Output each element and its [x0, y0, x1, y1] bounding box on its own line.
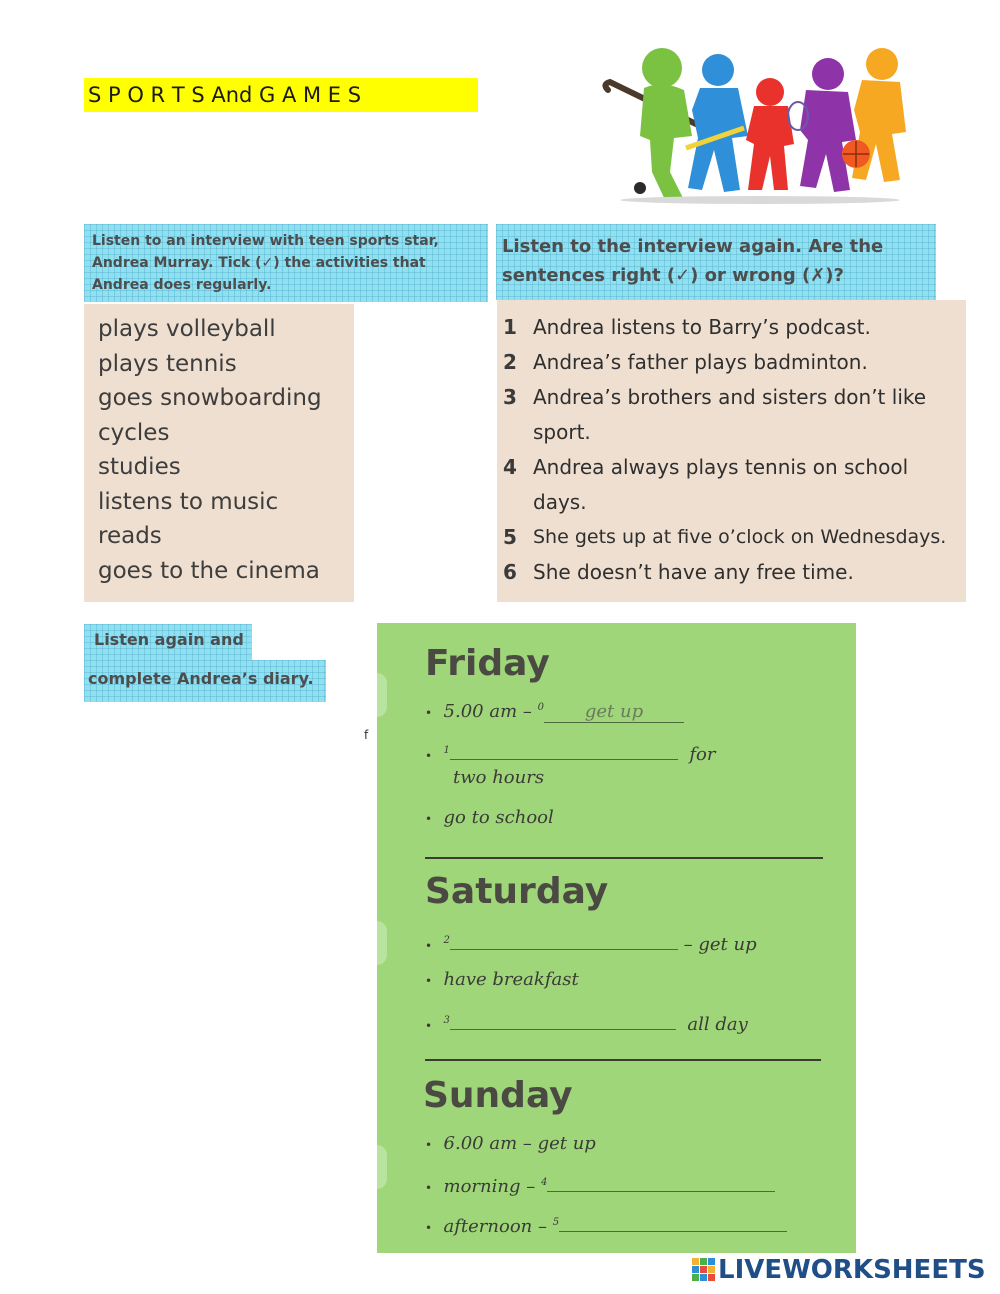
sentence-item[interactable] — [503, 380, 960, 450]
sentence-item[interactable] — [503, 520, 960, 555]
diary-text: morning – — [443, 1176, 536, 1197]
answer-input-1[interactable] — [450, 739, 678, 760]
page-title: S P O R T S And G A M E S — [84, 78, 478, 112]
exercise3-instruction-line2: complete Andrea’s diary. — [84, 660, 326, 702]
bullet-icon: • — [425, 974, 433, 988]
diary-row — [425, 969, 579, 990]
diary-row — [425, 701, 684, 723]
gap-number: 1 — [443, 745, 450, 756]
gap-number: 4 — [540, 1177, 548, 1188]
diary-text: two hours — [453, 767, 545, 788]
binder-hole — [377, 673, 387, 717]
gap-number: 0 — [537, 702, 544, 713]
stray-mark: f — [364, 728, 369, 742]
liveworksheets-logo[interactable] — [692, 1256, 986, 1284]
gap-number: 2 — [443, 935, 450, 946]
bullet-icon: • — [425, 1221, 433, 1235]
sentence-text: She doesn’t have any free time. — [533, 560, 854, 584]
exercise3-instruction-line1: Listen again and — [84, 624, 252, 660]
binder-hole — [377, 921, 387, 965]
diary-row — [425, 807, 554, 828]
sentence-number: 3 — [503, 385, 517, 409]
activities-list — [84, 304, 354, 588]
diary-row — [425, 929, 757, 955]
exercise2-instruction: Listen to the interview again. Are the sentences right (✓) or wrong (✗)? — [496, 224, 936, 300]
day-heading-saturday: Saturday — [425, 871, 609, 912]
divider — [425, 857, 823, 859]
diary-text: have breakfast — [443, 969, 579, 990]
sentence-item[interactable] — [503, 555, 960, 590]
bullet-icon: • — [425, 1138, 433, 1152]
sentence-number: 6 — [503, 560, 517, 584]
diary-row — [425, 1211, 787, 1237]
bullet-icon: • — [425, 706, 433, 720]
answer-input-4[interactable] — [547, 1171, 775, 1192]
sentence-text: Andrea always plays tennis on school days. — [533, 455, 909, 514]
day-heading-friday: Friday — [425, 643, 550, 684]
bullet-icon: • — [425, 1019, 433, 1033]
sentence-number: 1 — [503, 315, 517, 339]
sentence-number: 4 — [503, 455, 517, 479]
answer-input-5[interactable] — [559, 1211, 787, 1232]
liveworksheets-icon — [692, 1258, 716, 1282]
sentence-text: She gets up at five o’clock on Wednesdays. — [533, 526, 947, 548]
sentence-text: Andrea’s father plays badminton. — [533, 350, 868, 374]
diary-text: afternoon – — [443, 1216, 547, 1237]
bullet-icon: • — [425, 1181, 433, 1195]
gap-number: 3 — [443, 1015, 450, 1026]
activity-item[interactable]: goes to the cinema — [98, 557, 320, 584]
sentence-item[interactable] — [503, 310, 960, 345]
sentence-text: Andrea listens to Barry’s podcast. — [533, 315, 871, 339]
bullet-icon: • — [425, 749, 433, 763]
diary-row — [425, 1171, 775, 1197]
diary-text: for — [689, 744, 716, 765]
diary-text: 5.00 am – — [443, 701, 532, 722]
brand-name: LIVEWORKSHEETS — [718, 1255, 986, 1285]
diary-text: all day — [687, 1014, 748, 1035]
gap-number: 5 — [552, 1217, 560, 1228]
activity-item[interactable]: reads — [98, 523, 162, 549]
diary-text: – get up — [683, 934, 757, 955]
exercise1-instruction: Listen to an interview with teen sports star, Andrea Murray. Tick (✓) the activities that Andrea does regularly. — [84, 224, 488, 302]
sentence-number: 5 — [503, 525, 517, 549]
activity-item[interactable]: cycles — [98, 419, 170, 446]
answer-input-2[interactable] — [450, 929, 678, 950]
sports-kids-illustration — [600, 40, 910, 210]
activity-item[interactable]: listens to music — [98, 488, 279, 515]
activity-item[interactable]: plays tennis — [98, 350, 237, 377]
diary-text: go to school — [443, 807, 554, 828]
sentence-item[interactable] — [503, 450, 960, 520]
diary-row — [425, 1133, 596, 1154]
diary-row — [425, 1009, 748, 1035]
sentence-item[interactable] — [503, 345, 960, 380]
day-heading-sunday: Sunday — [423, 1075, 573, 1116]
bullet-icon: • — [425, 812, 433, 826]
sentences-list — [497, 300, 966, 590]
activity-item[interactable]: plays volleyball — [98, 316, 276, 342]
answer-input-3[interactable] — [450, 1009, 676, 1030]
diary-page — [377, 623, 856, 1253]
sentences-card — [497, 300, 966, 602]
bullet-icon: • — [425, 939, 433, 953]
divider — [425, 1059, 821, 1061]
diary-text: 6.00 am – get up — [443, 1133, 596, 1154]
diary-row — [425, 739, 715, 765]
activity-item[interactable]: goes snowboarding — [98, 385, 322, 411]
binder-hole — [377, 1145, 387, 1189]
sentence-number: 2 — [503, 350, 517, 374]
answer-example: get up — [544, 701, 684, 723]
sentence-text: Andrea’s brothers and sisters don’t like sport. — [533, 385, 927, 444]
activity-item[interactable]: studies — [98, 454, 181, 480]
activities-card — [84, 304, 354, 602]
